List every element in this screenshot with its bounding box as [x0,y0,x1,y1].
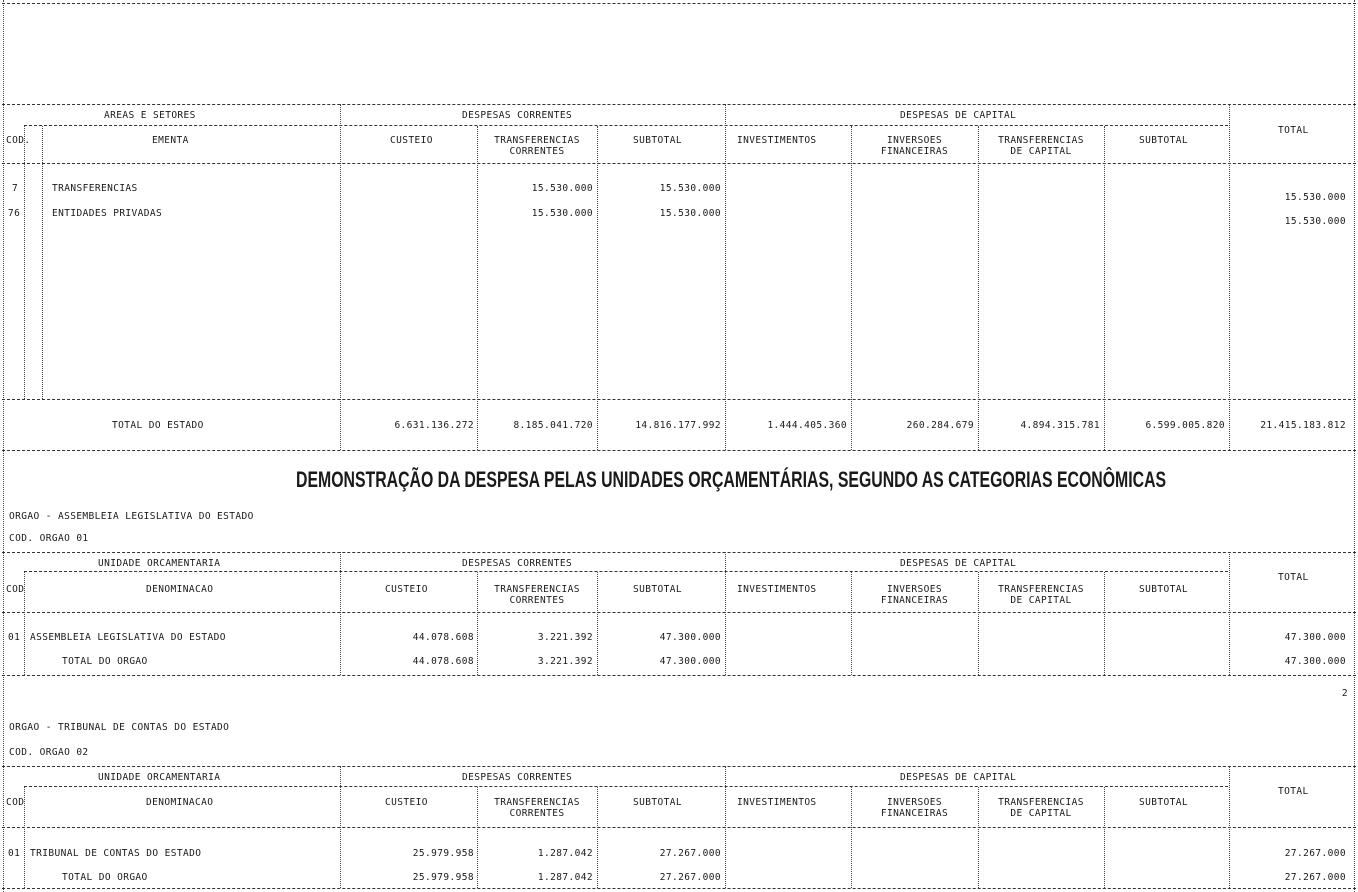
total-transf: 8.185.041.720 [513,420,593,431]
header-inversoes: INVERSOES FINANCEIRAS [880,797,949,819]
header-despesas-capital: DESPESAS DE CAPITAL [900,558,1017,569]
row-name: TRIBUNAL DE CONTAS DO ESTADO [30,848,202,859]
header-total: TOTAL [1278,125,1309,136]
header-transf-correntes: TRANSFERENCIAS CORRENTES [494,584,580,606]
header-ementa: EMENTA [152,135,189,146]
total-grand: 21.415.183.812 [1260,420,1346,431]
total-subtotal: 14.816.177.992 [635,420,721,431]
orgao-code: COD. ORGAO 01 [9,533,89,544]
row-total: 15.530.000 [1284,192,1346,203]
header-despesas-capital: DESPESAS DE CAPITAL [900,110,1017,121]
row-cod: 76 [8,208,21,219]
total-subtotal-capital: 6.599.005.820 [1145,420,1225,431]
header-transf-capital: TRANSFERENCIAS DE CAPITAL [998,584,1084,606]
header-transf-capital: TRANSFERENCIAS DE CAPITAL [998,797,1084,819]
row-transf: 3.221.392 [537,632,593,643]
header-unidade: UNIDADE ORCAMENTARIA [98,558,221,569]
row-subtotal: 47.300.000 [659,632,721,643]
header-subtotal: SUBTOTAL [633,797,682,808]
header-cod: COD. [6,135,31,146]
total-inversoes: 260.284.679 [906,420,974,431]
header-custeio: CUSTEIO [385,797,428,808]
header-transf-correntes: TRANSFERENCIAS CORRENTES [494,797,580,819]
total-grand: 47.300.000 [1284,656,1346,667]
header-total: TOTAL [1278,786,1309,797]
row-ementa: ENTIDADES PRIVADAS [52,208,163,219]
row-transf: 1.287.042 [537,848,593,859]
total-grand: 27.267.000 [1284,872,1346,883]
total-custeio: 25.979.958 [412,872,474,883]
row-total: 27.267.000 [1284,848,1346,859]
total-investimentos: 1.444.405.360 [767,420,847,431]
header-custeio: CUSTEIO [390,135,433,146]
header-subtotal: SUBTOTAL [633,584,682,595]
total-custeio: 6.631.136.272 [394,420,474,431]
orgao-name: ORGAO - TRIBUNAL DE CONTAS DO ESTADO [9,722,230,733]
total-subtotal: 47.300.000 [659,656,721,667]
header-cod: COD [6,584,25,595]
row-cod: 01 [8,848,21,859]
header-inversoes: INVERSOES FINANCEIRAS [880,584,949,606]
page-border-top [2,3,1356,4]
header-despesas-correntes: DESPESAS CORRENTES [462,772,573,783]
header-denominacao: DENOMINACAO [146,797,214,808]
row-ementa: TRANSFERENCIAS [52,183,138,194]
row-total: 47.300.000 [1284,632,1346,643]
row-subtotal: 15.530.000 [659,208,721,219]
row-subtotal: 15.530.000 [659,183,721,194]
row-transf: 15.530.000 [531,208,593,219]
header-subtotal-capital: SUBTOTAL [1139,584,1188,595]
page-title: DEMONSTRAÇÃO DA DESPESA PELAS UNIDADES ORÇAMENTÁRIAS, SEGUNDO AS CATEGORIAS ECONÔMICAS [296,467,1167,492]
orgao-code: COD. ORGAO 02 [9,747,89,758]
header-subtotal-capital: SUBTOTAL [1139,797,1188,808]
header-custeio: CUSTEIO [385,584,428,595]
row-cod: 7 [12,183,19,194]
header-total: TOTAL [1278,572,1309,583]
row-total: 15.530.000 [1284,216,1346,227]
row-custeio: 25.979.958 [412,848,474,859]
header-subtotal: SUBTOTAL [633,135,682,146]
page-number: 2 [1341,688,1348,699]
total-label: TOTAL DO ORGAO [62,872,148,883]
header-transf-correntes: TRANSFERENCIAS CORRENTES [494,135,580,157]
row-transf: 15.530.000 [531,183,593,194]
header-subtotal-capital: SUBTOTAL [1139,135,1188,146]
header-unidade: UNIDADE ORCAMENTARIA [98,772,221,783]
row-cod: 01 [8,632,21,643]
header-cod: COD [6,797,25,808]
row-name: ASSEMBLEIA LEGISLATIVA DO ESTADO [30,632,226,643]
header-transf-capital: TRANSFERENCIAS DE CAPITAL [998,135,1084,157]
page-border-left [3,0,4,892]
header-investimentos: INVESTIMENTOS [737,797,817,808]
row-subtotal: 27.267.000 [659,848,721,859]
total-label: TOTAL DO ESTADO [112,420,204,431]
orgao-name: ORGAO - ASSEMBLEIA LEGISLATIVA DO ESTADO [9,511,254,522]
header-despesas-correntes: DESPESAS CORRENTES [462,558,573,569]
page-border-right [1354,0,1355,892]
row-custeio: 44.078.608 [412,632,474,643]
total-transf: 3.221.392 [537,656,593,667]
total-label: TOTAL DO ORGAO [62,656,148,667]
header-denominacao: DENOMINACAO [146,584,214,595]
total-transf-capital: 4.894.315.781 [1020,420,1100,431]
header-areas-setores: AREAS E SETORES [104,110,196,121]
header-despesas-capital: DESPESAS DE CAPITAL [900,772,1017,783]
header-inversoes: INVERSOES FINANCEIRAS [880,135,949,157]
header-despesas-correntes: DESPESAS CORRENTES [462,110,573,121]
header-investimentos: INVESTIMENTOS [737,584,817,595]
header-investimentos: INVESTIMENTOS [737,135,817,146]
total-custeio: 44.078.608 [412,656,474,667]
total-subtotal: 27.267.000 [659,872,721,883]
total-transf: 1.287.042 [537,872,593,883]
